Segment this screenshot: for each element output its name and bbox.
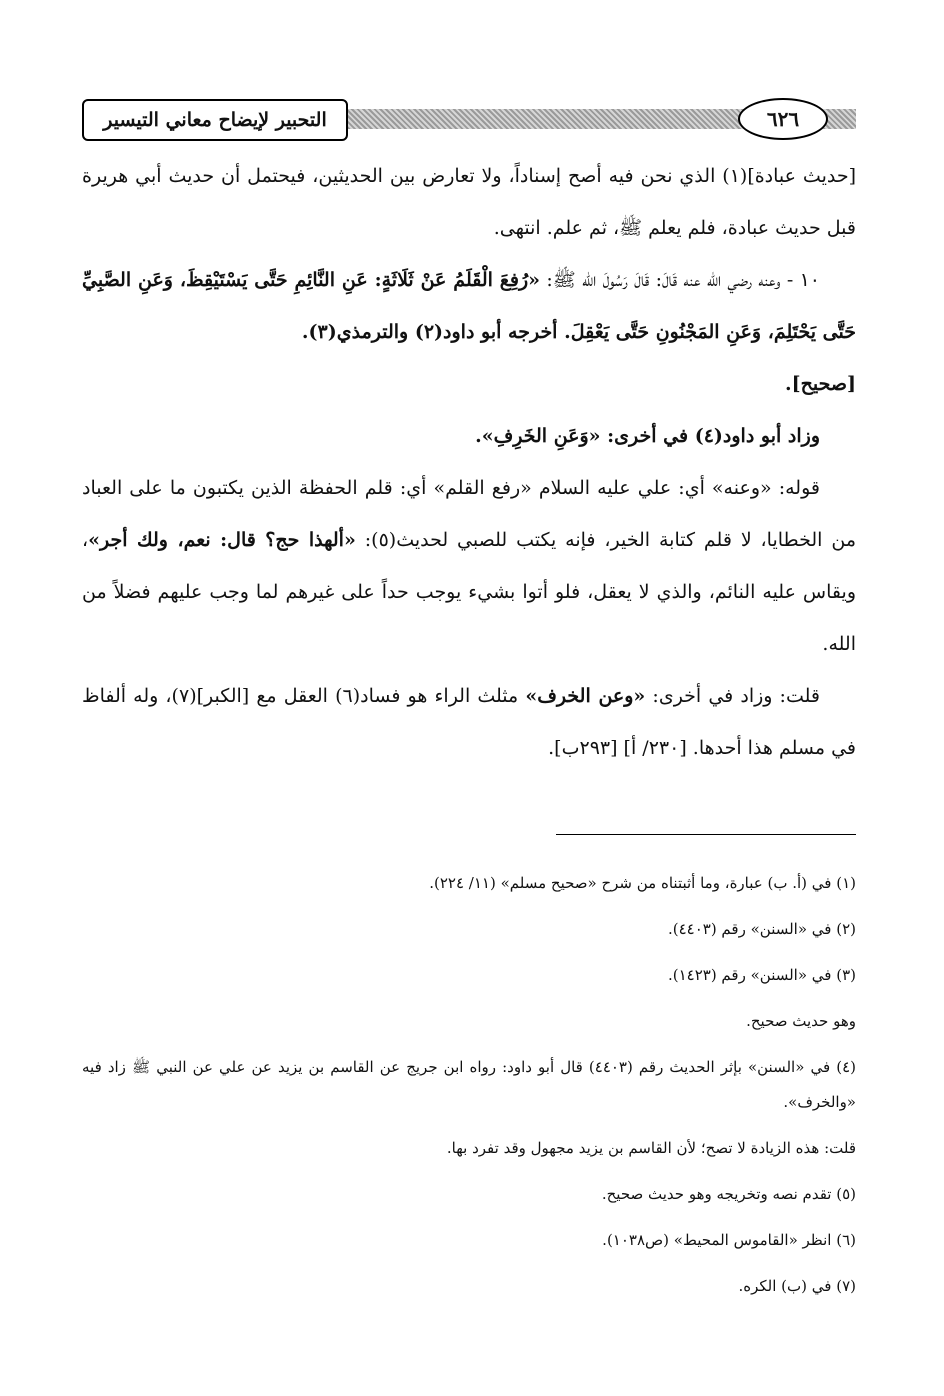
commentary-text-2: ، ويقاس عليه النائم، والذي لا يعقل، فلو أتوا بشيء يوجب حداً على غيرهم لما وجب عليهم فضلاً من الله. — [82, 529, 856, 655]
author-note-paragraph — [82, 670, 856, 774]
book-title: التحبير لإيضاح معاني التيسير — [82, 99, 348, 141]
author-note-quote: «وعن الخرف» — [525, 685, 646, 707]
abu-dawud-addition: وزاد أبو داود(٤) في أخرى: «وَعَنِ الخَرِفِ». — [475, 425, 820, 447]
hadith-grade: [صحيح]. — [785, 373, 856, 395]
paragraph-1: [حديث عبادة](١) الذي نحن فيه أصح إسناداً، ولا تعارض بين الحديثين، فيحتمل أن حديث أبي هريرة قبل حديث عبادة، فلم يعلم ﷺ، ثم علم. انتهى. — [82, 165, 856, 239]
commentary-paragraph — [82, 462, 856, 670]
footnote-4: (٤) في «السنن» بإثر الحديث رقم (٤٤٠٣) قال أبو داود: رواه ابن جريج عن القاسم بن يزيد عن علي عن النبي ﷺ زاد فيه «والخرف». — [82, 1058, 856, 1111]
footnote-5: (٥) تقدم نصه وتخريجه وهو حديث صحيح. — [601, 1185, 856, 1203]
hadith-text: «رُفِعَ الْقَلَمُ عَنْ ثَلَاثَةٍ: عَنِ النَّائِمِ حَتَّى يَسْتَيْقِظَ، وَعَنِ الصَّبِيِّ حَتَّى يَحْتَلِمَ، وَعَنِ المَجْنُونِ حَتَّى يَعْقِلَ. أخرجه أبو داود(٢) والترمذي(٣). — [82, 269, 856, 343]
author-note-text-2: مثلث الراء هو فساد(٦) العقل مع [الكبر](٧)، وله ألفاظ في مسلم هذا أحدها. [٢٣٠/ أ] [٢٩٣ب]. — [82, 685, 856, 759]
footnote-4-note: قلت: هذه الزيادة لا تصح؛ لأن القاسم بن يزيد مجهول وقد تفرد بها. — [446, 1139, 856, 1157]
footnote-3-note: وهو حديث صحيح. — [746, 1012, 856, 1030]
hadith-10 — [82, 254, 856, 410]
footnote-1: (١) في (أ. ب) عبارة، وما أثبتناه من شرح «صحيح مسلم» (١١/ ٢٢٤). — [429, 874, 856, 892]
footnote-separator — [556, 834, 856, 835]
commentary-quote: «ألهذا حج؟ قال: نعم، ولك أجر» — [88, 529, 356, 551]
footnote-2: (٢) في «السنن» رقم (٤٤٠٣). — [667, 920, 856, 938]
hadith-intro: ١٠ - وعنه رضي الله عنه قَالَ: قَالَ رَسُولَ الله ﷺ: — [546, 269, 820, 291]
footnote-7: (٧) في (ب) الكره. — [738, 1277, 856, 1295]
footnote-6: (٦) انظر «القاموس المحيط» (ص١٠٣٨). — [602, 1231, 856, 1249]
footnotes — [82, 866, 856, 1315]
author-note-text-1: قلت: وزاد في أخرى: — [652, 685, 820, 707]
main-text — [82, 150, 856, 774]
commentary-text-1: قوله: «وعنه» أي: علي عليه السلام «رفع القلم» أي: قلم الحفظة الذين يكتبون ما على العباد من الخطايا، لا قلم كتابة الخير، فإنه يكتب للصبي لحديث(٥): — [82, 477, 856, 551]
page-number: ٦٢٦ — [738, 98, 828, 140]
footnote-3: (٣) في «السنن» رقم (١٤٢٣). — [667, 966, 856, 984]
page-header — [82, 95, 856, 145]
